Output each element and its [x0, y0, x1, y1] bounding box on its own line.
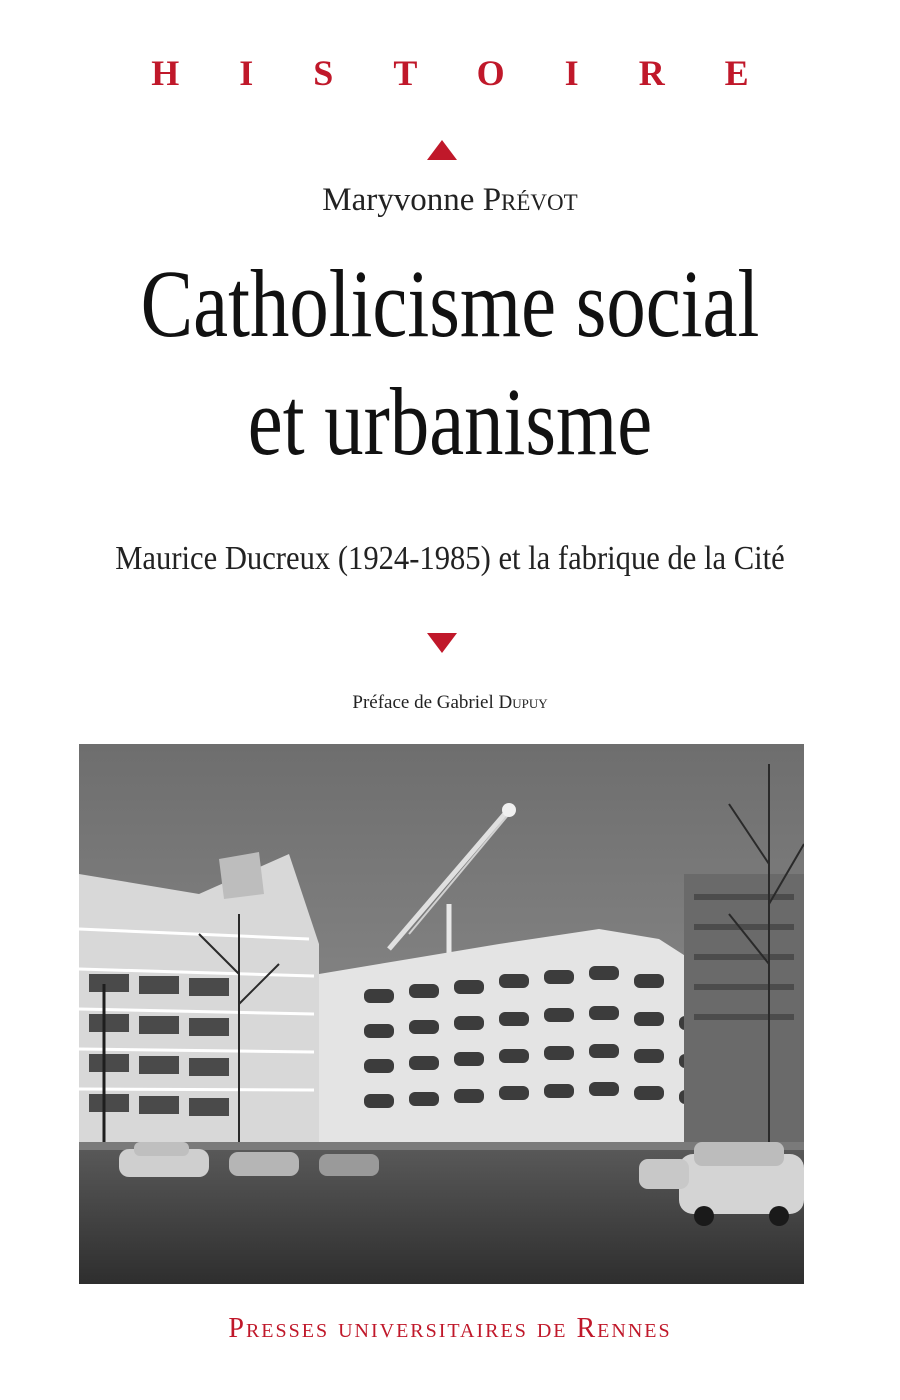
preface-author: Dupuy: [498, 692, 548, 713]
book-subtitle: Maurice Ducreux (1924-1985) et la fabrique de la Cité: [115, 540, 785, 577]
cover-photograph: [79, 744, 804, 1284]
triangle-up-icon: [427, 140, 457, 160]
author-last-name: Prévot: [482, 182, 578, 218]
title-line-2: et urbanisme: [247, 368, 653, 475]
author-name: [0, 182, 900, 219]
title-line-1: Catholicisme social: [140, 250, 760, 357]
book-title: [81, 245, 819, 481]
series-label: HISTOIRE: [151, 53, 809, 93]
triangle-down-icon: [427, 633, 457, 653]
author-first-name: Maryvonne: [322, 182, 475, 218]
preface-prefix: Préface de Gabriel: [352, 692, 494, 713]
preface-credit: [0, 692, 900, 714]
publisher-name: Presses universitaires de Rennes: [228, 1313, 672, 1344]
